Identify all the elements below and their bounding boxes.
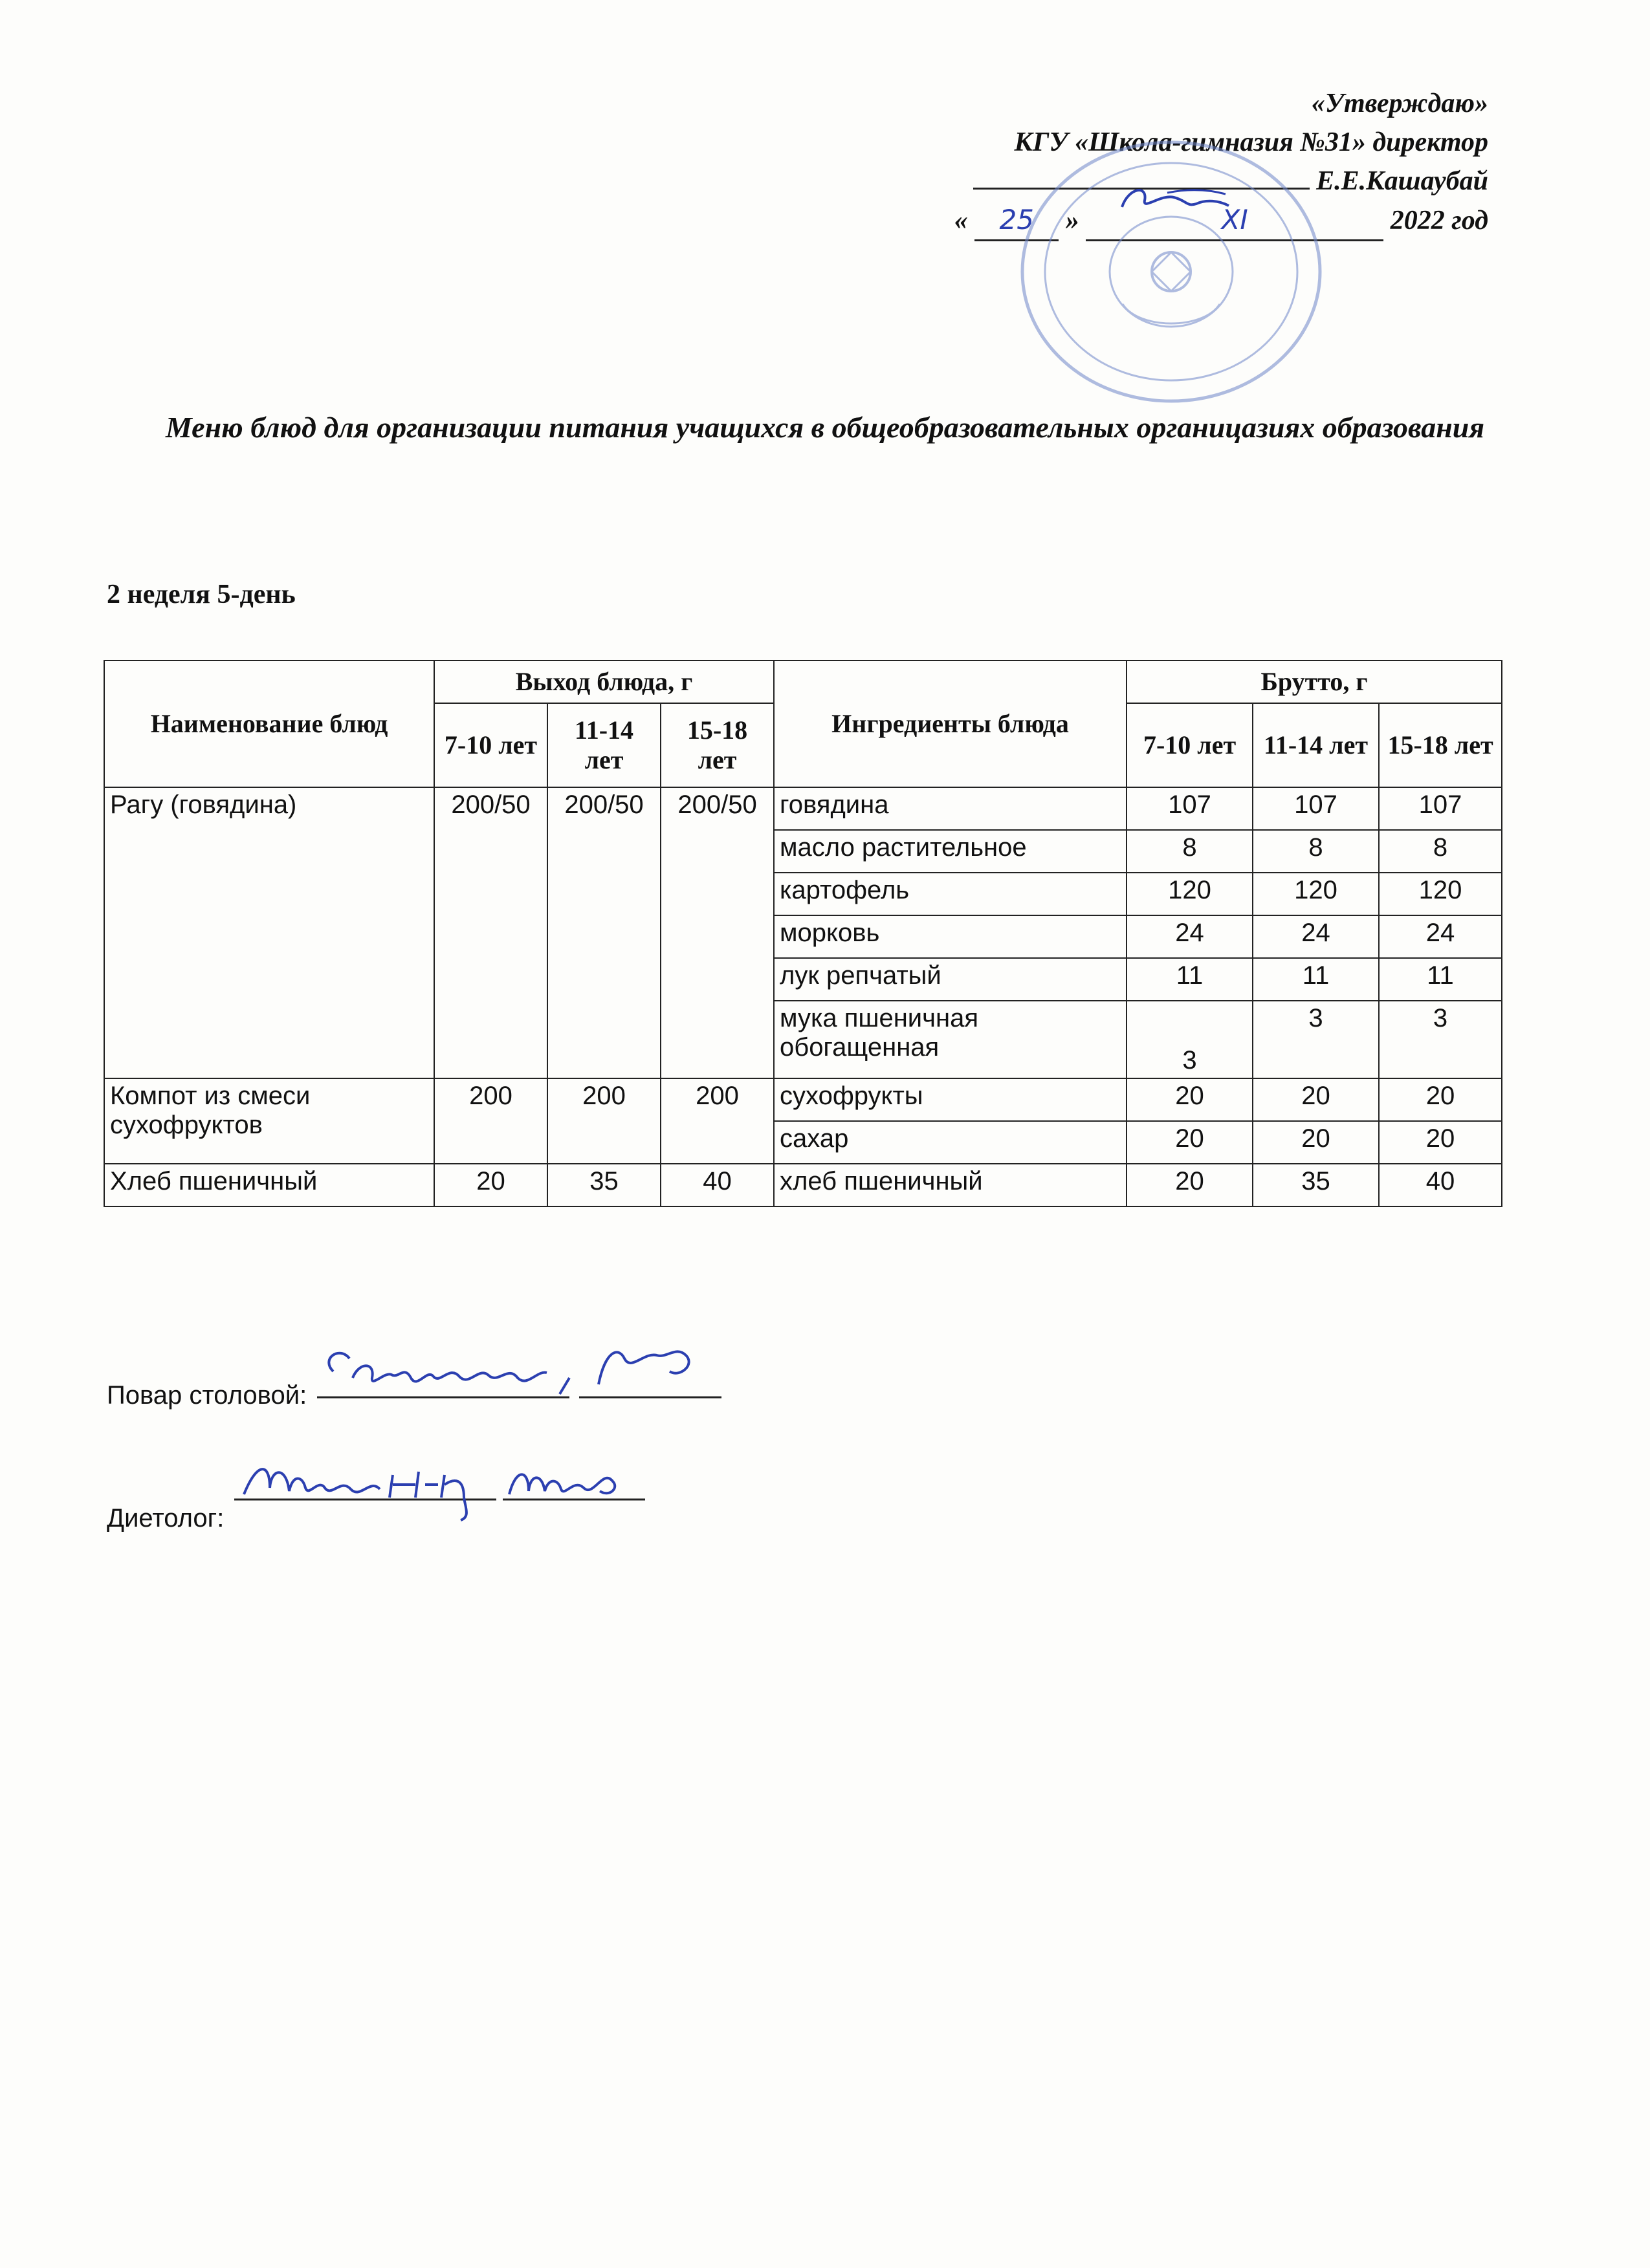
dish-output: 200/50	[434, 787, 547, 1078]
ingredient-name: сухофрукты	[774, 1078, 1127, 1121]
approval-line: «Утверждаю»	[1311, 89, 1488, 118]
header-brutto: Брутто, г	[1127, 660, 1502, 703]
dish-name: Рагу (говядина)	[104, 787, 434, 1078]
header-brutto-age: 15-18 лет	[1379, 703, 1502, 787]
dish-output: 20	[434, 1164, 547, 1206]
ingredient-brutto: 3	[1127, 1001, 1253, 1078]
approval-organization: КГУ «Школа-гимназия №31» директор	[1014, 127, 1488, 157]
ingredient-brutto: 20	[1253, 1078, 1379, 1121]
table-row	[104, 1164, 1502, 1206]
date-open-quote: «	[954, 206, 968, 235]
dish-output: 200	[547, 1078, 661, 1164]
dish-name: Компот из смеси сухофруктов	[104, 1078, 434, 1164]
ingredient-brutto: 107	[1127, 787, 1253, 830]
dish-output: 200/50	[661, 787, 774, 1078]
ingredient-brutto: 120	[1127, 873, 1253, 915]
ingredient-brutto: 20	[1127, 1164, 1253, 1206]
ingredient-brutto: 11	[1127, 958, 1253, 1001]
ingredient-brutto: 40	[1379, 1164, 1502, 1206]
dietitian-signature	[231, 1449, 658, 1533]
ingredient-brutto: 20	[1127, 1121, 1253, 1164]
dish-name: Хлеб пшеничный	[104, 1164, 434, 1206]
header-brutto-age: 11-14 лет	[1253, 703, 1379, 787]
ingredient-name: масло растительное	[774, 830, 1127, 873]
table-header-row	[104, 660, 1502, 703]
table-row	[104, 787, 1502, 830]
ingredient-brutto: 107	[1253, 787, 1379, 830]
header-output-age: 11-14 лет	[547, 703, 661, 787]
ingredient-brutto: 20	[1253, 1121, 1379, 1164]
ingredient-brutto: 24	[1127, 915, 1253, 958]
dietitian-signature-line	[107, 1449, 658, 1533]
ingredient-brutto: 8	[1253, 830, 1379, 873]
ingredient-brutto: 35	[1253, 1164, 1379, 1206]
date-month: XI	[1086, 201, 1383, 241]
dish-output: 200/50	[547, 787, 661, 1078]
document-title: Меню блюд для организации питания учащихся в общеобразовательных органицазиях образования	[165, 411, 1485, 444]
date-year: 2022 год	[1390, 206, 1488, 235]
ingredient-name: хлеб пшеничный	[774, 1164, 1127, 1206]
dish-output: 200	[661, 1078, 774, 1164]
ingredient-name: мука пшеничная обогащенная	[774, 1001, 1127, 1078]
dish-output: 40	[661, 1164, 774, 1206]
header-ingredients: Ингредиенты блюда	[774, 660, 1127, 787]
cook-signature	[314, 1333, 728, 1410]
date-close-quote: »	[1065, 206, 1079, 235]
menu-table	[104, 660, 1502, 1207]
dietitian-signature-icon	[231, 1449, 658, 1527]
header-output-age: 15-18 лет	[661, 703, 774, 787]
ingredient-brutto: 24	[1253, 915, 1379, 958]
ingredient-brutto: 8	[1127, 830, 1253, 873]
dish-output: 200	[434, 1078, 547, 1164]
date-day: 25	[974, 201, 1059, 241]
dish-output: 35	[547, 1164, 661, 1206]
ingredient-brutto: 11	[1253, 958, 1379, 1001]
header-dish-name: Наименование блюд	[104, 660, 434, 787]
header-output-age: 7-10 лет	[434, 703, 547, 787]
ingredient-name: говядина	[774, 787, 1127, 830]
dietitian-label: Диетолог:	[107, 1504, 225, 1532]
ingredient-brutto: 20	[1379, 1121, 1502, 1164]
ingredient-brutto: 24	[1379, 915, 1502, 958]
ingredient-name: лук репчатый	[774, 958, 1127, 1001]
week-day-label: 2 неделя 5-день	[107, 580, 296, 609]
official-stamp-icon	[1009, 136, 1333, 408]
cook-label: Повар столовой:	[107, 1381, 307, 1410]
header-brutto-age: 7-10 лет	[1127, 703, 1253, 787]
ingredient-brutto: 8	[1379, 830, 1502, 873]
ingredient-name: картофель	[774, 873, 1127, 915]
ingredient-brutto: 107	[1379, 787, 1502, 830]
ingredient-brutto: 3	[1253, 1001, 1379, 1078]
director-name: Е.Е.Кашаубай	[1316, 166, 1488, 196]
ingredient-brutto: 11	[1379, 958, 1502, 1001]
cook-signature-line	[107, 1333, 728, 1410]
header-output: Выход блюда, г	[434, 660, 774, 703]
ingredient-brutto: 20	[1127, 1078, 1253, 1121]
ingredient-brutto: 120	[1253, 873, 1379, 915]
ingredient-name: сахар	[774, 1121, 1127, 1164]
table-row	[104, 1078, 1502, 1121]
ingredient-brutto: 120	[1379, 873, 1502, 915]
ingredient-brutto: 3	[1379, 1001, 1502, 1078]
ingredient-brutto: 20	[1379, 1078, 1502, 1121]
cook-signature-icon	[314, 1333, 728, 1404]
ingredient-name: морковь	[774, 915, 1127, 958]
